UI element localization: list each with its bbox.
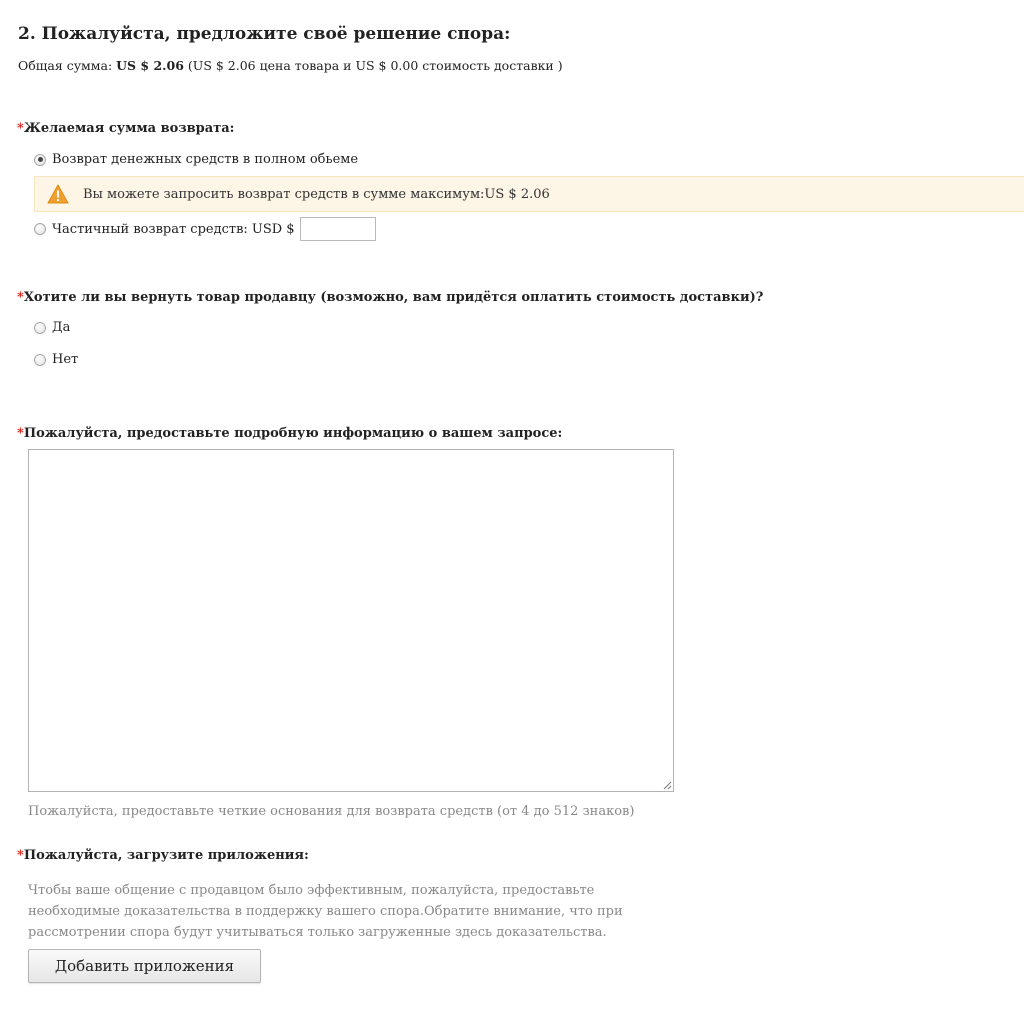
details-label-text: Пожалуйста, предоставьте подробную информацию о вашем запросе:: [23, 426, 563, 441]
full-refund-radio[interactable]: [34, 154, 46, 166]
radio-return-no[interactable]: [34, 352, 78, 367]
total-detail: (US $ 2.06 цена товара и US $ 0.00 стоимость доставки ): [187, 58, 563, 73]
full-refund-label: Возврат денежных средств в полном обьеме: [52, 152, 359, 167]
attachments-label: [17, 848, 309, 863]
add-attachments-button[interactable]: Добавить приложения: [28, 949, 261, 983]
radio-return-yes[interactable]: [34, 320, 70, 335]
required-mark: *: [17, 290, 24, 305]
total-label: Общая сумма:: [18, 58, 113, 73]
page-title: 2. Пожалуйста, предложите своё решение спора:: [18, 24, 511, 44]
required-mark: *: [17, 848, 24, 863]
return-no-label: Нет: [52, 352, 79, 367]
radio-partial-refund[interactable]: [34, 217, 376, 241]
details-hint: Пожалуйста, предоставьте четкие основания для возврата средств (от 4 до 512 знаков): [28, 804, 635, 819]
total-sum: [18, 58, 563, 73]
total-amount: US $ 2.06: [116, 58, 184, 73]
attachments-description: Чтобы ваше общение с продавцом было эффективным, пожалуйста, предоставьте необходимые доказательства в поддержку вашего спора.Обратите внимание, что при рассмотрении спора будут учитываться только загруженные здесь доказательства.: [28, 883, 623, 940]
partial-refund-radio[interactable]: [34, 223, 46, 235]
return-no-radio[interactable]: [34, 354, 46, 366]
refund-amount-label: [17, 121, 234, 136]
partial-refund-input[interactable]: [300, 217, 376, 241]
partial-refund-label: Частичный возврат средств: USD $: [52, 221, 295, 237]
attachments-label-text: Пожалуйста, загрузите приложения:: [23, 848, 309, 863]
radio-full-refund[interactable]: [34, 152, 358, 167]
return-item-label-text: Хотите ли вы вернуть товар продавцу (возможно, вам придётся оплатить стоимость доставки)?: [23, 290, 764, 305]
required-mark: *: [17, 426, 24, 441]
refund-warning: [34, 176, 1024, 212]
required-mark: *: [17, 121, 24, 136]
details-textarea[interactable]: [28, 449, 674, 792]
return-yes-radio[interactable]: [34, 322, 46, 334]
return-item-label: [17, 290, 763, 305]
warning-icon: [47, 184, 69, 204]
refund-amount-label-text: Желаемая сумма возврата:: [23, 121, 235, 136]
return-yes-label: Да: [52, 320, 71, 335]
warning-text: Вы можете запросить возврат средств в сумме максимум:US $ 2.06: [83, 186, 550, 202]
details-label: [17, 426, 562, 441]
